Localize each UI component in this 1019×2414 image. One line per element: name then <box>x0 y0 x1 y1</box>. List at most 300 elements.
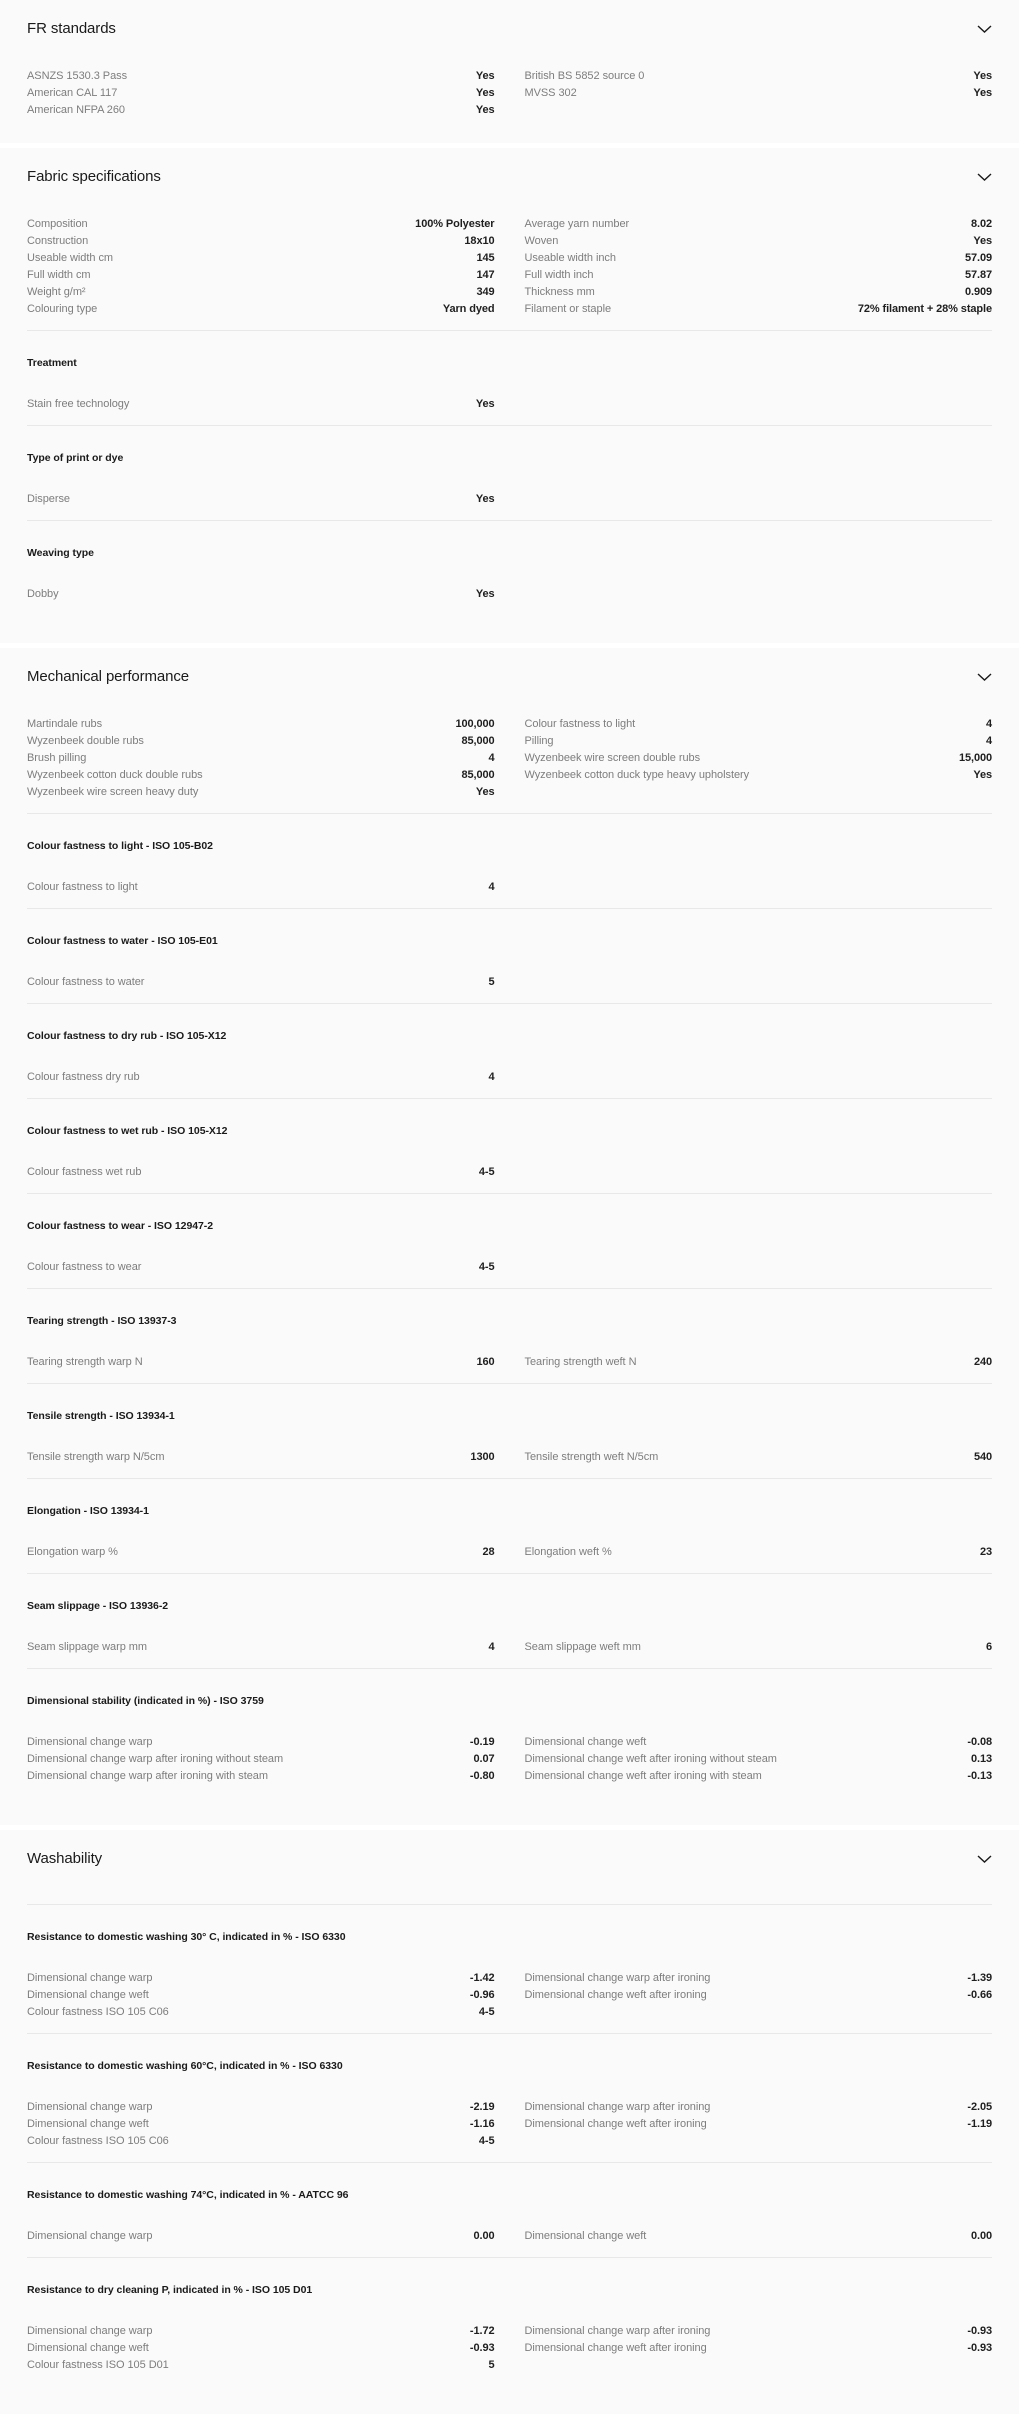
spec-row <box>27 1639 992 1656</box>
spec-pair <box>27 2357 495 2374</box>
subsection <box>27 1314 992 1371</box>
spec-value: 4 <box>985 718 992 730</box>
spec-pair-empty <box>525 102 993 119</box>
spec-label: Dimensional change weft <box>27 2118 149 2130</box>
spec-pair <box>27 716 495 733</box>
spec-value: Yes <box>475 588 495 600</box>
spec-value: -1.72 <box>469 2325 495 2337</box>
subsection <box>27 451 992 508</box>
divider <box>27 2257 992 2258</box>
divider <box>27 520 992 521</box>
spec-pair-empty <box>525 396 993 413</box>
spec-pair <box>525 2228 993 2245</box>
spec-pair <box>525 1768 993 1785</box>
subsection <box>27 2188 992 2245</box>
spec-pair <box>27 2099 495 2116</box>
spec-pair <box>27 2116 495 2133</box>
spec-label: Tensile strength warp N/5cm <box>27 1451 165 1463</box>
spec-value: 23 <box>979 1546 992 1558</box>
spec-label: Tearing strength warp N <box>27 1356 143 1368</box>
spec-value: -1.19 <box>967 2118 992 2130</box>
spec-row <box>27 233 992 250</box>
subsection-title: Colour fastness to wear - ISO 12947-2 <box>27 1220 214 1232</box>
spec-pair <box>27 301 495 318</box>
spec-value: Yarn dyed <box>442 303 495 315</box>
spec-value: -0.13 <box>967 1770 992 1782</box>
spec-label: Dimensional change weft after ironing <box>524 2118 707 2130</box>
spec-pair-empty <box>525 784 993 801</box>
spec-row <box>27 2323 992 2340</box>
spec-label: American CAL 117 <box>27 87 118 99</box>
spec-label: Colour fastness to light <box>524 718 636 730</box>
spec-label: Colour fastness to water <box>27 976 145 988</box>
spec-value: 4 <box>488 752 495 764</box>
subsection <box>27 1409 992 1466</box>
subsection-title: Type of print or dye <box>27 452 124 464</box>
spec-value: 5 <box>488 2359 495 2371</box>
spec-value: 8.02 <box>970 218 992 230</box>
spec-pair <box>27 284 495 301</box>
spec-label: Martindale rubs <box>27 718 103 730</box>
spec-pair <box>27 879 495 896</box>
spec-value: 28 <box>482 1546 495 1558</box>
spec-label: Average yarn number <box>524 218 630 230</box>
subsection <box>27 934 992 991</box>
spec-row <box>27 2340 992 2357</box>
spec-pair <box>27 1768 495 1785</box>
spec-label: Dimensional change warp <box>27 2325 153 2337</box>
spec-label: Colour fastness ISO 105 D01 <box>27 2359 169 2371</box>
spec-value: Yes <box>475 493 495 505</box>
spec-pair <box>27 267 495 284</box>
spec-pair-empty <box>525 2004 993 2021</box>
divider <box>27 1098 992 1099</box>
spec-value: 5 <box>488 976 495 988</box>
spec-pair <box>27 2228 495 2245</box>
spec-row <box>27 2357 992 2374</box>
spec-pair <box>27 586 495 603</box>
spec-value: -0.08 <box>967 1736 992 1748</box>
divider <box>27 330 992 331</box>
spec-pair-empty <box>525 974 993 991</box>
spec-label: Tensile strength weft N/5cm <box>524 1451 659 1463</box>
spec-pair <box>27 767 495 784</box>
spec-value: 85,000 <box>461 735 495 747</box>
spec-label: Wyzenbeek cotton duck type heavy upholstery <box>524 769 750 781</box>
subsection <box>27 1029 992 1086</box>
chevron-down-icon[interactable] <box>977 25 992 33</box>
subsection-title: Colour fastness to wet rub - ISO 105-X12 <box>27 1125 228 1137</box>
spec-label: Dimensional change warp <box>27 2230 153 2242</box>
spec-pair <box>525 733 993 750</box>
spec-row <box>27 1734 992 1751</box>
spec-value: 18x10 <box>464 235 495 247</box>
spec-pair <box>525 85 993 102</box>
spec-pair-empty <box>525 1259 993 1276</box>
spec-label: MVSS 302 <box>524 87 577 99</box>
spec-row <box>27 716 992 733</box>
spec-pair <box>27 750 495 767</box>
divider <box>27 1668 992 1669</box>
spec-pair <box>27 2323 495 2340</box>
spec-label: Tearing strength weft N <box>524 1356 637 1368</box>
spec-row <box>27 2099 992 2116</box>
spec-value: -2.05 <box>967 2101 992 2113</box>
spec-rows <box>27 1259 992 1276</box>
spec-label: Dimensional change warp after ironing <box>524 1972 711 1984</box>
spec-row <box>27 267 992 284</box>
spec-value: 0.00 <box>473 2230 495 2242</box>
spec-pair <box>27 1354 495 1371</box>
spec-pair <box>27 1544 495 1561</box>
spec-pair <box>525 2323 993 2340</box>
spec-pair <box>525 716 993 733</box>
spec-value: 349 <box>476 286 495 298</box>
spec-row <box>27 68 992 85</box>
spec-value: -0.93 <box>967 2325 992 2337</box>
spec-pair <box>525 2340 993 2357</box>
spec-rows <box>27 2228 992 2245</box>
spec-row <box>27 974 992 991</box>
subsection-title: Weaving type <box>27 547 94 559</box>
divider <box>27 1288 992 1289</box>
spec-label: Wyzenbeek wire screen double rubs <box>524 752 701 764</box>
spec-label: Full width cm <box>27 269 91 281</box>
spec-row <box>27 301 992 318</box>
spec-pair <box>27 1751 495 1768</box>
spec-value: Yes <box>475 398 495 410</box>
spec-value: Yes <box>973 235 992 247</box>
spec-value: 4-5 <box>478 2135 495 2147</box>
spec-label: Dimensional change warp after ironing <box>524 2325 711 2337</box>
spec-value: 147 <box>476 269 495 281</box>
spec-rows <box>27 716 992 801</box>
spec-label: Dimensional change weft <box>524 1736 647 1748</box>
spec-value: Yes <box>475 87 495 99</box>
chevron-down-icon[interactable] <box>977 673 992 681</box>
spec-pair-empty <box>525 491 993 508</box>
subsection-title: Treatment <box>27 357 77 369</box>
spec-pair <box>27 396 495 413</box>
spec-value: 6 <box>985 1641 992 1653</box>
spec-label: Weight g/m² <box>27 286 86 298</box>
spec-pair-empty <box>525 879 993 896</box>
subsection <box>27 1124 992 1181</box>
spec-value: 0.00 <box>970 2230 992 2242</box>
spec-pair <box>27 1069 495 1086</box>
spec-rows <box>27 1164 992 1181</box>
spec-label: Pilling <box>524 735 554 747</box>
divider <box>27 2162 992 2163</box>
spec-value: 160 <box>476 1356 495 1368</box>
spec-value: 4 <box>488 1071 495 1083</box>
spec-rows <box>27 586 992 603</box>
spec-value: 4-5 <box>478 1261 495 1273</box>
section-mechanical-performance <box>0 648 1019 1825</box>
spec-label: Dimensional change weft <box>524 2230 647 2242</box>
spec-pair <box>525 267 993 284</box>
spec-label: Composition <box>27 218 88 230</box>
spec-value: 100,000 <box>455 718 495 730</box>
spec-rows <box>27 1544 992 1561</box>
spec-row <box>27 784 992 801</box>
divider <box>27 2033 992 2034</box>
section-fr-standards <box>0 0 1019 143</box>
spec-value: Yes <box>475 104 495 116</box>
spec-value: 57.87 <box>964 269 992 281</box>
spec-row <box>27 2004 992 2021</box>
spec-label: Disperse <box>27 493 71 505</box>
spec-label: Colouring type <box>27 303 98 315</box>
spec-rows <box>27 1449 992 1466</box>
spec-value: -1.16 <box>469 2118 495 2130</box>
spec-row <box>27 1768 992 1785</box>
spec-rows <box>27 2323 992 2374</box>
subsection <box>27 1930 992 2021</box>
spec-value: Yes <box>475 786 495 798</box>
spec-value: 4 <box>985 735 992 747</box>
subsection-title: Tearing strength - ISO 13937-3 <box>27 1315 177 1327</box>
spec-row <box>27 1259 992 1276</box>
subsection-title: Resistance to domestic washing 30° C, indicated in % - ISO 6330 <box>27 1931 346 1943</box>
spec-pair <box>525 233 993 250</box>
spec-label: Colour fastness to light <box>27 881 138 893</box>
spec-label: Wyzenbeek cotton duck double rubs <box>27 769 203 781</box>
spec-pair <box>525 1639 993 1656</box>
spec-value: -0.93 <box>469 2342 495 2354</box>
spec-rows <box>27 1069 992 1086</box>
section-header-fr-standards[interactable] <box>27 0 992 42</box>
spec-label: British BS 5852 source 0 <box>524 70 645 82</box>
spec-label: Dimensional change warp after ironing <box>524 2101 711 2113</box>
spec-row <box>27 879 992 896</box>
spec-value: 57.09 <box>964 252 992 264</box>
section-header-mechanical-performance[interactable] <box>27 648 992 690</box>
spec-pair <box>27 1259 495 1276</box>
spec-pair <box>525 750 993 767</box>
spec-rows <box>27 974 992 991</box>
spec-pair <box>525 216 993 233</box>
spec-pair <box>27 216 495 233</box>
spec-pair <box>27 2133 495 2150</box>
spec-row <box>27 1449 992 1466</box>
spec-pair-empty <box>525 586 993 603</box>
spec-label: Thickness mm <box>524 286 595 298</box>
spec-label: Dimensional change weft after ironing with steam <box>524 1770 762 1782</box>
spec-pair <box>525 1751 993 1768</box>
spec-value: -0.93 <box>967 2342 992 2354</box>
section-washability <box>0 1830 1019 2414</box>
spec-value: 4-5 <box>478 2006 495 2018</box>
section-header-washability[interactable] <box>27 1830 992 1872</box>
spec-rows <box>27 1639 992 1656</box>
spec-label: Full width inch <box>524 269 594 281</box>
spec-rows <box>27 2099 992 2150</box>
subsection-title: Tensile strength - ISO 13934-1 <box>27 1410 175 1422</box>
spec-pair <box>525 1734 993 1751</box>
spec-pair <box>27 1449 495 1466</box>
subsection <box>27 356 992 413</box>
spec-row <box>27 250 992 267</box>
spec-pair <box>525 1354 993 1371</box>
subsection-title: Colour fastness to light - ISO 105-B02 <box>27 840 213 852</box>
section-title: Fabric specifications <box>27 168 161 185</box>
spec-value: -0.19 <box>469 1736 495 1748</box>
section-title: Mechanical performance <box>27 668 190 685</box>
spec-rows <box>27 68 992 119</box>
spec-value: 85,000 <box>461 769 495 781</box>
spec-label: Dobby <box>27 588 59 600</box>
spec-pair-empty <box>525 1069 993 1086</box>
spec-value: 0.909 <box>964 286 992 298</box>
spec-row <box>27 1987 992 2004</box>
spec-pair <box>27 1164 495 1181</box>
chevron-down-icon[interactable] <box>977 173 992 181</box>
spec-rows <box>27 1354 992 1371</box>
divider <box>27 1904 992 1905</box>
spec-value: Yes <box>973 87 992 99</box>
spec-row <box>27 1354 992 1371</box>
subsection-title: Resistance to domestic washing 74°C, indicated in % - AATCC 96 <box>27 2189 349 2201</box>
subsection <box>27 546 992 603</box>
spec-value: 4 <box>488 1641 495 1653</box>
spec-pair <box>27 1734 495 1751</box>
spec-row <box>27 750 992 767</box>
spec-pair <box>27 974 495 991</box>
divider <box>27 1478 992 1479</box>
spec-label: Elongation warp % <box>27 1546 118 1558</box>
subsection-title: Colour fastness to water - ISO 105-E01 <box>27 935 218 947</box>
subsection <box>27 2059 992 2150</box>
spec-pair <box>27 2004 495 2021</box>
spec-label: Dimensional change weft after ironing without steam <box>524 1753 777 1765</box>
subsection-title: Resistance to domestic washing 60°C, indicated in % - ISO 6330 <box>27 2060 343 2072</box>
spec-pair <box>525 1970 993 1987</box>
spec-value: 15,000 <box>958 752 992 764</box>
spec-rows <box>27 879 992 896</box>
spec-value: 240 <box>973 1356 992 1368</box>
divider <box>27 425 992 426</box>
spec-row <box>27 1069 992 1086</box>
divider <box>27 1193 992 1194</box>
spec-row <box>27 216 992 233</box>
spec-value: 0.13 <box>970 1753 992 1765</box>
subsection <box>27 1504 992 1561</box>
spec-value: -0.80 <box>469 1770 495 1782</box>
spec-value: 145 <box>476 252 495 264</box>
divider <box>27 1383 992 1384</box>
spec-value: 4-5 <box>478 1166 495 1178</box>
spec-pair <box>27 1970 495 1987</box>
spec-pair <box>27 733 495 750</box>
spec-pair <box>27 102 495 119</box>
spec-pair <box>27 85 495 102</box>
spec-rows <box>27 396 992 413</box>
spec-label: Wyzenbeek double rubs <box>27 735 144 747</box>
spec-pair <box>525 767 993 784</box>
subsection <box>27 839 992 896</box>
divider <box>27 813 992 814</box>
spec-label: Dimensional change warp <box>27 2101 153 2113</box>
divider <box>27 1003 992 1004</box>
spec-label: Dimensional change warp after ironing without steam <box>27 1753 284 1765</box>
spec-row <box>27 1164 992 1181</box>
spec-row <box>27 102 992 119</box>
spec-label: Seam slippage weft mm <box>524 1641 641 1653</box>
spec-pair-empty <box>525 2133 993 2150</box>
spec-pair <box>27 2340 495 2357</box>
spec-value: 72% filament + 28% staple <box>857 303 992 315</box>
subsection <box>27 1599 992 1656</box>
spec-row <box>27 85 992 102</box>
spec-label: Colour fastness ISO 105 C06 <box>27 2006 169 2018</box>
spec-row <box>27 2133 992 2150</box>
spec-row <box>27 1751 992 1768</box>
subsection-title: Dimensional stability (indicated in %) - ISO 3759 <box>27 1695 264 1707</box>
spec-value: -0.96 <box>469 1989 495 2001</box>
subsection <box>27 1694 992 1785</box>
spec-value: -1.42 <box>469 1972 495 1984</box>
spec-pair <box>525 250 993 267</box>
divider <box>27 908 992 909</box>
spec-rows <box>27 216 992 318</box>
spec-row <box>27 1544 992 1561</box>
spec-pair <box>27 1639 495 1656</box>
spec-pair <box>525 2116 993 2133</box>
spec-pair <box>525 1544 993 1561</box>
spec-label: Dimensional change warp after ironing with steam <box>27 1770 268 1782</box>
spec-label: Brush pilling <box>27 752 87 764</box>
subsection-title: Elongation - ISO 13934-1 <box>27 1505 149 1517</box>
section-header-fabric-specifications[interactable] <box>27 148 992 190</box>
spec-label: Useable width cm <box>27 252 114 264</box>
section-title: FR standards <box>27 20 116 37</box>
spec-pair-empty <box>525 1164 993 1181</box>
spec-pair <box>525 1449 993 1466</box>
spec-label: Colour fastness to wear <box>27 1261 142 1273</box>
chevron-down-icon[interactable] <box>977 1855 992 1863</box>
spec-label: Colour fastness ISO 105 C06 <box>27 2135 169 2147</box>
spec-pair <box>27 491 495 508</box>
spec-rows <box>27 491 992 508</box>
spec-row <box>27 2228 992 2245</box>
spec-pair <box>27 233 495 250</box>
spec-row <box>27 2116 992 2133</box>
spec-row <box>27 396 992 413</box>
spec-row <box>27 491 992 508</box>
spec-row <box>27 1970 992 1987</box>
subsection <box>27 2283 992 2374</box>
spec-row <box>27 767 992 784</box>
spec-row <box>27 733 992 750</box>
spec-label: Seam slippage warp mm <box>27 1641 147 1653</box>
spec-value: -2.19 <box>469 2101 495 2113</box>
spec-label: Dimensional change weft after ironing <box>524 1989 707 2001</box>
spec-pair <box>27 1987 495 2004</box>
spec-label: Elongation weft % <box>524 1546 612 1558</box>
spec-label: Colour fastness dry rub <box>27 1071 140 1083</box>
spec-rows <box>27 1734 992 1785</box>
spec-value: 0.07 <box>473 1753 495 1765</box>
spec-value: 100% Polyester <box>415 218 495 230</box>
spec-value: -0.66 <box>967 1989 992 2001</box>
spec-label: Woven <box>524 235 559 247</box>
spec-pair-empty <box>525 2357 993 2374</box>
spec-value: Yes <box>475 70 495 82</box>
spec-pair <box>525 68 993 85</box>
spec-value: 4 <box>488 881 495 893</box>
spec-row <box>27 586 992 603</box>
